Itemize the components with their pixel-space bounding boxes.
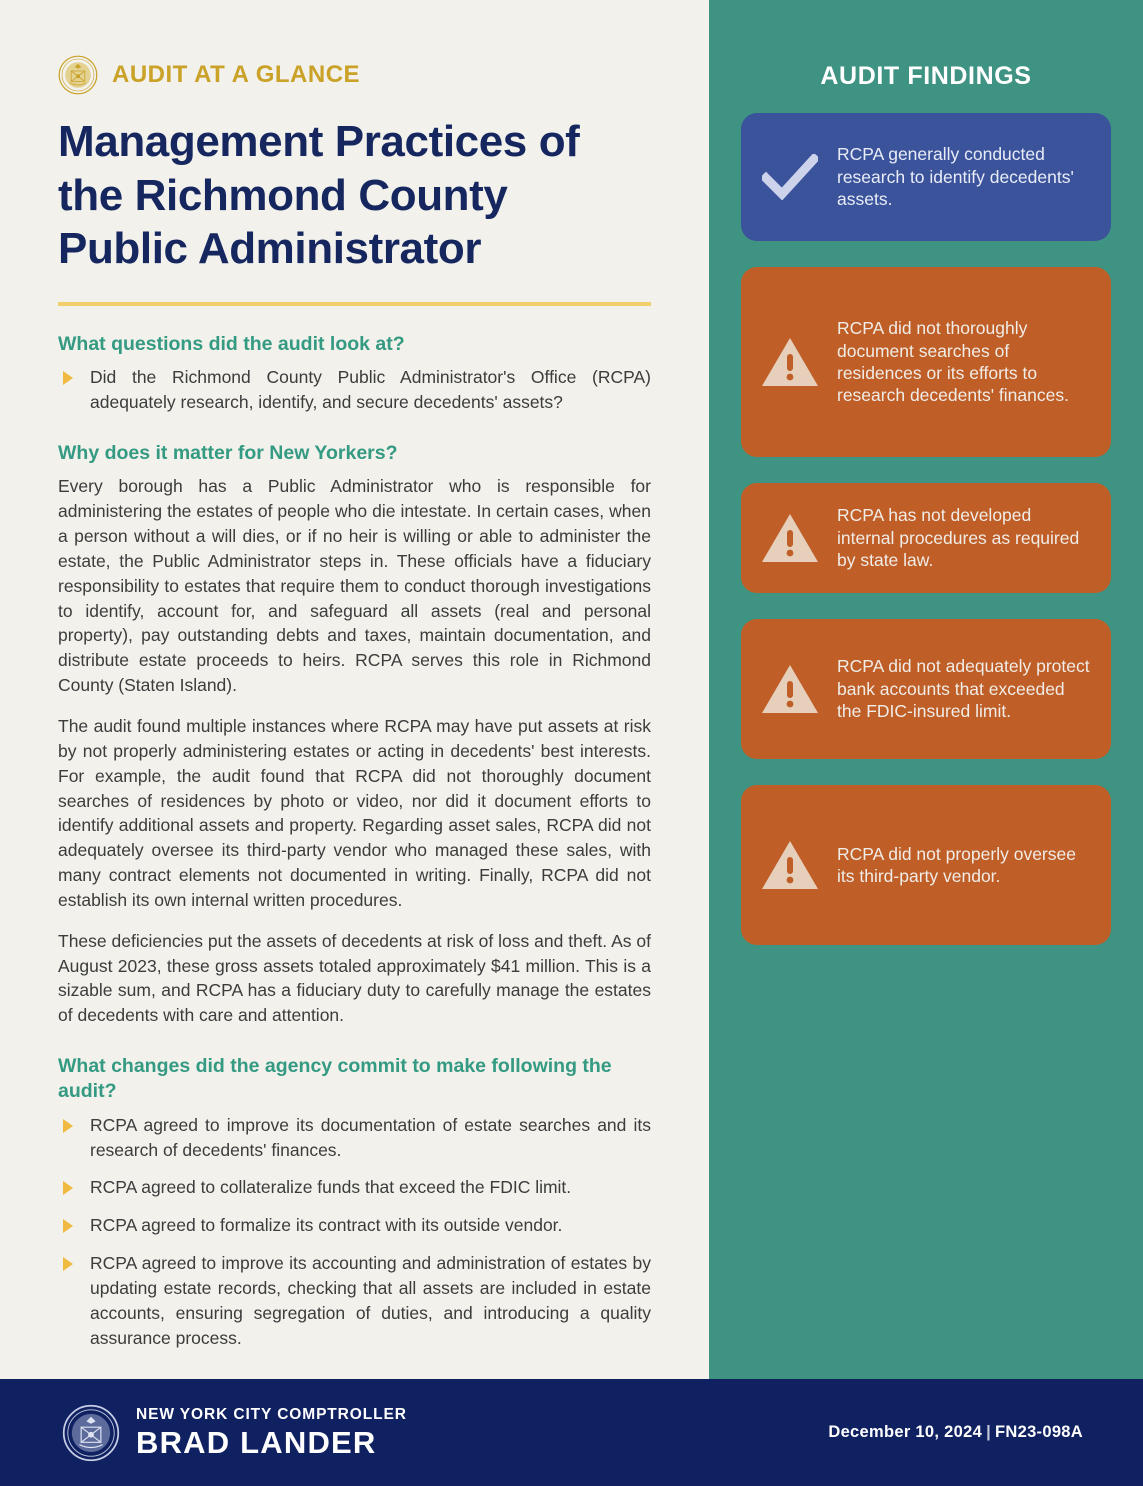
list-item-text: Did the Richmond County Public Administrator's Office (RCPA) adequately research, identify, and secure decedents' assets? [90, 367, 651, 413]
title-line-1: Management Practices of [58, 117, 580, 166]
why-paragraph-2: The audit found multiple instances where RCPA may have put assets at risk by not properly administering estates or acting in decedents' best interests. For example, the audit found that RCPA did not thoroughly document searches of residences by photo or video, nor did it document efforts to identify additional assets and property. Regarding asset sales, RCPA did not adequately oversee its third-party vendor who managed these sales, with many contract elements not documented in writing. Finally, RCPA did not establish its own internal written procedures. [58, 715, 651, 910]
finding-card-4 [741, 619, 1111, 759]
arrow-bullet-icon [63, 1219, 73, 1233]
list-item [58, 1113, 651, 1163]
title-line-2: the Richmond County [58, 170, 508, 220]
finding-card-3-text: RCPA has not developed internal procedures as required by state law. [837, 505, 1080, 571]
warning-triangle-icon [759, 336, 821, 388]
finding-card-2 [741, 267, 1111, 457]
list-item [58, 1175, 651, 1200]
footer-separator: | [986, 1423, 991, 1441]
footer-report-id: FN23-098A [995, 1423, 1083, 1441]
finding-card-1-text: RCPA generally conducted research to identify decedents' assets. [837, 144, 1074, 210]
page-footer [0, 1379, 1143, 1486]
nyc-seal-icon [58, 55, 98, 95]
questions-bullet-list [58, 365, 651, 415]
finding-card-5-text: RCPA did not properly oversee its third-party vendor. [837, 843, 1076, 886]
footer-meta [828, 1423, 1083, 1442]
brand-text-block [136, 1407, 407, 1458]
finding-card-5 [741, 785, 1111, 945]
footer-brand [62, 1404, 407, 1462]
list-item-text: RCPA agreed to formalize its contract with its outside vendor. [90, 1215, 563, 1236]
finding-card-4-text: RCPA did not adequately protect bank accounts that exceeded the FDIC-insured limit. [837, 656, 1090, 722]
section-heading-why: Why does it matter for New Yorkers? [58, 442, 398, 465]
eyebrow-label: AUDIT AT A GLANCE [112, 61, 361, 88]
section-heading-questions: What questions did the audit look at? [58, 333, 405, 356]
nyc-seal-icon [62, 1404, 120, 1462]
page-title [58, 115, 651, 276]
finding-card-1 [741, 113, 1111, 241]
list-item-text: RCPA agreed to improve its documentation of estate searches and its research of decedents' finances. [90, 1114, 651, 1160]
audit-findings-column [709, 0, 1143, 1379]
title-line-3: Public Administrator [58, 224, 482, 274]
warning-triangle-icon [759, 663, 821, 715]
warning-triangle-icon [759, 512, 821, 564]
finding-card-2-text: RCPA did not thoroughly document searches of residences or its efforts to research decedents' finances. [837, 318, 1069, 406]
arrow-bullet-icon [63, 371, 73, 385]
arrow-bullet-icon [63, 1181, 73, 1195]
why-paragraph-3: These deficiencies put the assets of decedents at risk of loss and theft. As of August 2023, these gross assets totaled approximately $41 million. This is a sizable sum, and RCPA has a fiduciary duty to carefully manage the estates of decedents with care and attention. [58, 930, 651, 1026]
footer-date: December 10, 2024 [828, 1423, 983, 1441]
why-paragraph-1: Every borough has a Public Administrator who is responsible for administering the estates of people who die intestate. In certain cases, when a person without a will dies, or if no heir is willing or able to administer the estate, the Public Administrator steps in. These officials have a fiduciary responsibility to estates that require them to conduct thorough investigations to identify, account for, and safeguard all assets (real and personal property), pay outstanding debts and taxes, maintain documentation, and distribute estate proceeds to heirs. RCPA serves this role in Richmond County (Staten Island). [58, 476, 651, 696]
findings-title: AUDIT FINDINGS [820, 62, 1032, 90]
arrow-bullet-icon [63, 1119, 73, 1133]
checkmark-icon [759, 154, 821, 200]
list-item [58, 1213, 651, 1238]
list-item [58, 365, 651, 415]
list-item-text: RCPA agreed to collateralize funds that exceed the FDIC limit. [90, 1177, 572, 1198]
footer-org-label: NEW YORK CITY COMPTROLLER [136, 1406, 407, 1424]
section-heading-changes: What changes did the agency commit to make following the audit? [58, 1055, 612, 1103]
warning-triangle-icon [759, 839, 821, 891]
changes-bullet-list [58, 1113, 651, 1351]
list-item-text: RCPA agreed to improve its accounting and administration of estates by updating estate records, checking that all assets are included in estate accounts, ensuring segregation of duties, and introducing a quality assurance process. [90, 1253, 651, 1348]
list-item [58, 1251, 651, 1350]
finding-card-3 [741, 483, 1111, 593]
eyebrow-row [58, 55, 651, 95]
footer-comptroller-name: BRAD LANDER [136, 1424, 377, 1460]
gold-divider [58, 302, 651, 306]
arrow-bullet-icon [63, 1257, 73, 1271]
